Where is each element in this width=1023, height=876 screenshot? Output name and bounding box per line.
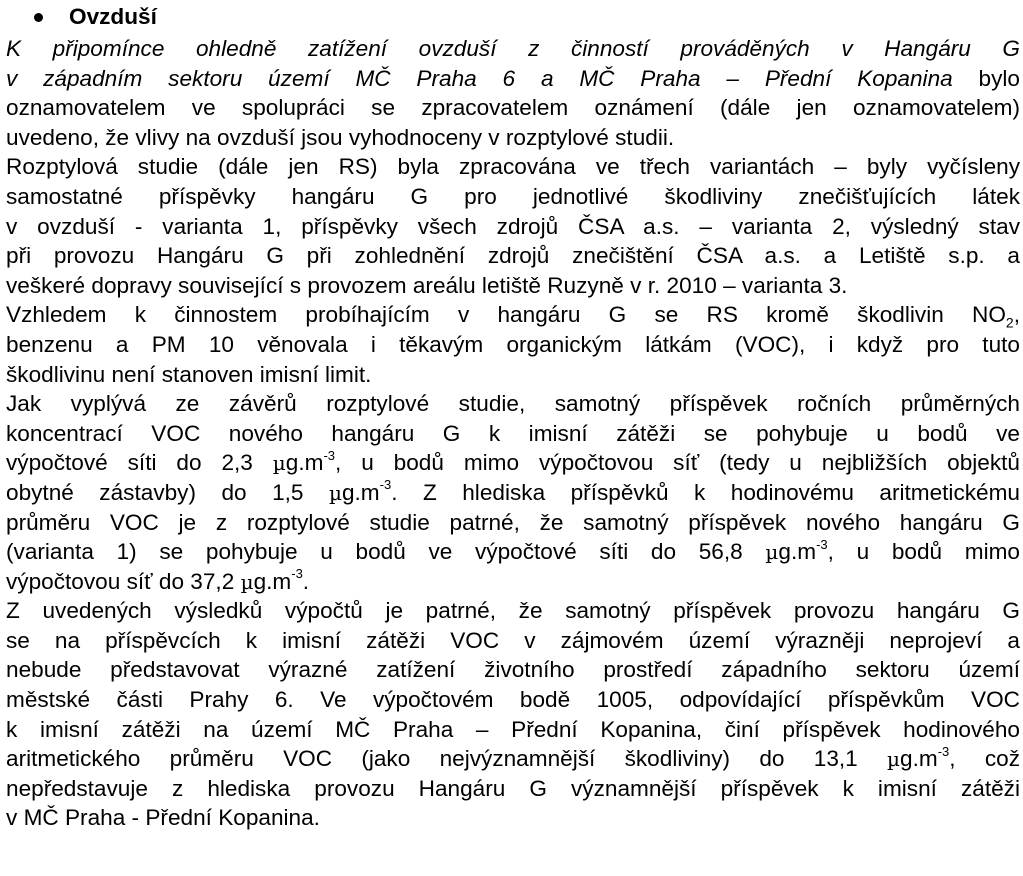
text-line-t2: g.m [900,746,938,772]
text-line-t: samostatné příspěvky hangáru G pro jednotlivé škodliviny znečišťujících látek [6,183,1020,209]
text-line-t: oznamovatelem ve spolupráci se zpracovatelem oznámení (dále jen oznamovatelem) [6,95,1020,121]
text-line [6,626,1020,656]
text-line [6,596,1020,626]
text-line [6,360,1020,390]
text-line-t: při provozu Hangáru G při zohlednění zdrojů znečištění ČSA a.s. a Letiště s.p. a [6,243,1020,269]
text-line-t: obytné zástavby) do 1,5 [6,479,329,505]
text-line-t: škodlivinu není stanoven imisní limit. [6,361,372,387]
text-line-t: v MČ Praha - Přední Kopanina. [6,805,320,831]
text-line [6,715,1020,745]
text-line [6,774,1020,804]
text-line-t: výpočtovou síť do 37,2 [6,568,241,594]
text-line-mu: µ [240,569,254,594]
text-line [6,64,1020,94]
text-line-t: aritmetického průměru VOC (jako nejvýznamnější škodliviny) do 13,1 [6,746,888,772]
text-line-t: v západním sektoru území MČ Praha 6 a MČ Praha – Přední Kopanina [6,65,953,91]
text-line-mu: µ [272,451,286,476]
text-line-t: nebude představovat výrazné zatížení životního prostředí západního sektoru území [6,657,1020,683]
text-line-t: nepředstavuje z hlediska provozu Hangáru G významnější příspěvek k imisní zátěži [6,775,1020,801]
text-line [6,537,1020,567]
text-line-tail: , u bodů mimo výpočtovou síť (tedy u nejbližších objektů [335,450,1021,476]
text-line-t: Vzhledem k činnostem probíhajícím v hangáru G se RS kromě škodlivin NO [6,302,1006,328]
text-line [6,448,1020,478]
text-line-sup: -3 [379,477,392,493]
text-line-t: se na příspěvcích k imisní zátěži VOC v zájmovém území výrazněji neprojeví a [6,627,1020,653]
body-text [6,34,1020,833]
text-line [6,271,1020,301]
text-line-sup: -3 [323,447,336,463]
text-line [6,419,1020,449]
text-line-mu: µ [765,540,779,565]
text-line [6,34,1020,64]
text-line [6,508,1020,538]
text-line [6,241,1020,271]
text-line-mu: µ [887,747,901,772]
section-heading [34,0,1020,34]
text-line [6,152,1020,182]
text-line-sup: -3 [937,743,950,759]
text-line-t: K připomínce ohledně zatížení ovzduší z činností prováděných v Hangáru G [6,36,1020,61]
text-line [6,93,1020,123]
text-line-t: Z uvedených výsledků výpočtů je patrné, že samotný příspěvek provozu hangáru G [6,598,1020,624]
text-line-tail: . [302,568,310,594]
text-line-t2: g.m [285,450,324,476]
text-line-t: (varianta 1) se pohybuje u bodů ve výpočtové síti do 56,8 [6,539,766,565]
text-line [6,478,1020,508]
text-line-tail: , což [949,746,1020,772]
text-line-sup: -3 [291,566,303,582]
text-line-sup: -3 [816,536,828,552]
text-line-t: Jak vyplývá ze závěrů rozptylové studie, samotný příspěvek ročních průměrných [6,391,1020,417]
text-line-t: koncentrací VOC nového hangáru G k imisní zátěži se pohybuje u bodů ve [6,420,1020,446]
text-line-t: veškeré dopravy související s provozem areálu letiště Ruzyně v r. 2010 – varianta 3. [6,272,848,298]
text-line-t: Rozptylová studie (dále jen RS) byla zpracována ve třech variantách – byly vyčísleny [6,154,1020,180]
text-line-t: benzenu a PM 10 věnovala i těkavým organickým látkám (VOC), i když pro tuto [6,331,1020,357]
text-line [6,330,1020,360]
text-line [6,744,1020,774]
document-page [6,0,1020,833]
text-line-t: průměru VOC je z rozptylové studie patrné, že samotný příspěvek nového hangáru G [6,509,1020,535]
text-line-t2: g.m [778,539,817,565]
text-line [6,300,1020,330]
text-line [6,123,1020,153]
text-line [6,389,1020,419]
section-heading-text: Ovzduší [69,4,157,30]
text-line [6,567,1020,597]
text-line-t2: g.m [253,568,292,594]
text-line-mu: µ [328,480,342,505]
text-line [6,685,1020,715]
text-line-t: uvedeno, že vlivy na ovzduší jsou vyhodnoceny v rozptylové studii. [6,124,675,150]
text-line-tail: , u bodů mimo [827,539,1020,565]
text-line-t: výpočtové síti do 2,3 [6,450,273,476]
text-line-t: k imisní zátěži na území MČ Praha – Přední Kopanina, činí příspěvek hodinového [6,716,1020,742]
text-line-tail: bylo [952,65,1020,91]
text-line-sub: 2 [1005,314,1014,331]
text-line-t2: g.m [341,479,380,505]
text-line-tail: , [1013,302,1020,328]
text-line [6,182,1020,212]
text-line-t: městské části Prahy 6. Ve výpočtovém bodě 1005, odpovídající příspěvkům VOC [6,687,1020,713]
bullet-icon [34,13,43,22]
text-line [6,655,1020,685]
text-line-t: v ovzduší - varianta 1, příspěvky všech zdrojů ČSA a.s. – varianta 2, výsledný stav [6,213,1020,239]
text-line [6,803,1020,833]
text-line-tail: . Z hlediska příspěvků k hodinovému aritmetickému [391,479,1020,505]
text-line [6,212,1020,242]
